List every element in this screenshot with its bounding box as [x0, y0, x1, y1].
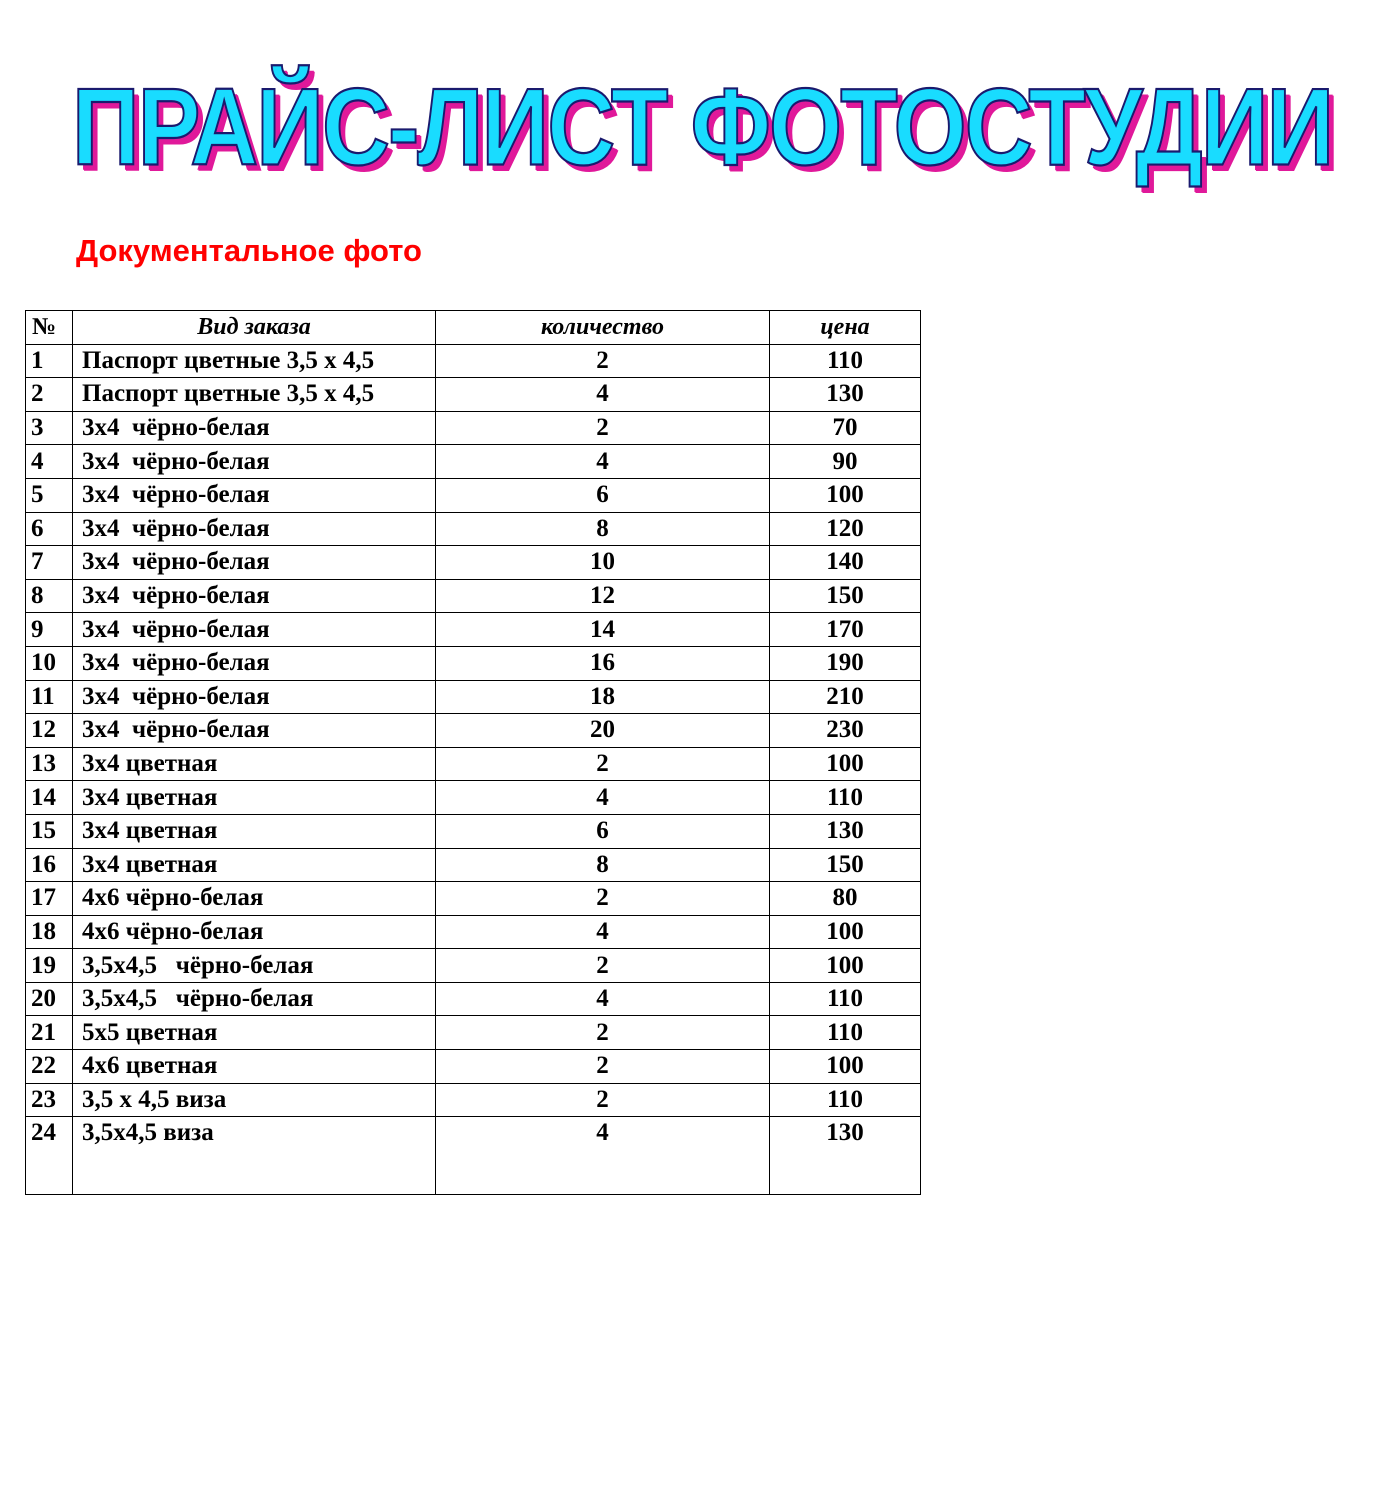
table-row [26, 949, 921, 983]
price-text: 110 [826, 985, 864, 1013]
price-text: 130 [826, 1119, 864, 1147]
quantity-cell [436, 546, 770, 580]
row-number-text: 4 [31, 447, 44, 475]
order-type-cell [73, 646, 436, 680]
order-type-cell [73, 478, 436, 512]
order-type-text: Паспорт цветные 3,5 х 4,5 [82, 346, 375, 374]
order-type-text: 4х6 чёрно-белая [82, 917, 264, 945]
row-number-cell [26, 344, 73, 378]
row-number-cell [26, 747, 73, 781]
row-number-cell [26, 680, 73, 714]
row-number-cell [26, 478, 73, 512]
quantity-cell [436, 747, 770, 781]
page-title-text: ПРАЙС-ЛИСТ ФОТОСТУДИИ [72, 64, 1333, 188]
quantity-text: 4 [596, 917, 609, 945]
order-type-text: 3,5х4,5 чёрно-белая [82, 951, 314, 979]
order-type-text: 3х4 чёрно-белая [82, 582, 270, 610]
quantity-text: 2 [596, 414, 609, 442]
row-number-text: 8 [31, 582, 44, 610]
price-text: 140 [826, 548, 864, 576]
row-number-text: 16 [31, 850, 56, 878]
price-table [25, 310, 921, 1195]
order-type-cell [73, 680, 436, 714]
price-cell [770, 814, 921, 848]
row-number-text: 9 [31, 615, 44, 643]
quantity-cell [436, 781, 770, 815]
quantity-text: 4 [596, 1119, 609, 1147]
row-number-text: 7 [31, 548, 44, 576]
order-type-cell [73, 445, 436, 479]
row-number-cell [26, 1117, 73, 1195]
order-type-text: 3х4 цветная [82, 817, 218, 845]
order-type-text: 3х4 чёрно-белая [82, 548, 270, 576]
order-type-cell [73, 949, 436, 983]
order-type-text: 3х4 цветная [82, 783, 218, 811]
quantity-text: 4 [596, 447, 609, 475]
price-cell [770, 882, 921, 916]
order-type-cell [73, 344, 436, 378]
quantity-text: 2 [596, 1018, 609, 1046]
price-text: 170 [826, 615, 864, 643]
row-number-cell [26, 814, 73, 848]
quantity-text: 4 [596, 783, 609, 811]
price-cell [770, 680, 921, 714]
price-cell [770, 646, 921, 680]
quantity-cell [436, 1117, 770, 1195]
order-type-text: 4х6 цветная [82, 1052, 218, 1080]
table-row [26, 344, 921, 378]
row-number-text: 24 [31, 1119, 56, 1147]
row-number-text: 19 [31, 951, 56, 979]
row-number-text: 5 [31, 481, 44, 509]
price-text: 100 [826, 481, 864, 509]
order-type-text: 3х4 чёрно-белая [82, 414, 270, 442]
table-row [26, 378, 921, 412]
order-type-cell [73, 882, 436, 916]
quantity-cell [436, 378, 770, 412]
quantity-text: 12 [590, 582, 615, 610]
quantity-cell [436, 1083, 770, 1117]
price-cell [770, 613, 921, 647]
row-number-cell [26, 714, 73, 748]
quantity-cell [436, 646, 770, 680]
price-text: 110 [826, 1085, 864, 1113]
row-number-text: 1 [31, 346, 44, 374]
price-text: 150 [826, 582, 864, 610]
quantity-cell [436, 579, 770, 613]
price-cell [770, 411, 921, 445]
table-row [26, 512, 921, 546]
row-number-text: 20 [31, 985, 56, 1013]
price-text: 230 [826, 716, 864, 744]
price-cell [770, 1016, 921, 1050]
price-text: 70 [832, 414, 858, 442]
row-number-cell [26, 1083, 73, 1117]
price-text: 100 [826, 1052, 864, 1080]
order-type-text: 3,5х4,5 виза [82, 1119, 214, 1147]
price-text: 100 [826, 917, 864, 945]
price-text: 80 [832, 884, 858, 912]
table-row [26, 882, 921, 916]
quantity-text: 2 [596, 750, 609, 778]
table-row [26, 478, 921, 512]
order-type-text: 3х4 цветная [82, 750, 218, 778]
quantity-cell [436, 512, 770, 546]
order-type-cell [73, 1083, 436, 1117]
quantity-cell [436, 478, 770, 512]
order-type-cell [73, 915, 436, 949]
row-number-cell [26, 445, 73, 479]
row-number-text: 2 [31, 380, 44, 408]
order-type-cell [73, 512, 436, 546]
order-type-cell [73, 579, 436, 613]
order-type-cell [73, 1117, 436, 1195]
row-number-cell [26, 646, 73, 680]
price-cell [770, 478, 921, 512]
order-type-text: 5х5 цветная [82, 1018, 218, 1046]
table-body [26, 344, 921, 1195]
quantity-text: 4 [596, 380, 609, 408]
table-header-row [26, 311, 921, 345]
price-cell [770, 747, 921, 781]
order-type-cell [73, 714, 436, 748]
table-row [26, 613, 921, 647]
quantity-text: 2 [596, 1052, 609, 1080]
table-row [26, 411, 921, 445]
row-number-text: 23 [31, 1085, 56, 1113]
quantity-text: 14 [590, 615, 615, 643]
quantity-cell [436, 848, 770, 882]
price-text: 110 [826, 783, 864, 811]
table-row [26, 915, 921, 949]
row-number-cell [26, 546, 73, 580]
header-num: № [26, 311, 73, 345]
price-cell [770, 1083, 921, 1117]
section-subtitle: Документальное фото [76, 233, 422, 268]
quantity-text: 8 [596, 850, 609, 878]
row-number-cell [26, 1016, 73, 1050]
table-row [26, 579, 921, 613]
order-type-text: 3,5 х 4,5 виза [82, 1085, 227, 1113]
header-qty: количество [436, 311, 770, 345]
price-text: 130 [826, 817, 864, 845]
quantity-cell [436, 680, 770, 714]
table-row [26, 1050, 921, 1084]
quantity-text: 6 [596, 481, 609, 509]
price-cell [770, 781, 921, 815]
table-row [26, 747, 921, 781]
table-row [26, 546, 921, 580]
row-number-cell [26, 613, 73, 647]
order-type-text: 3х4 чёрно-белая [82, 716, 270, 744]
price-cell [770, 1050, 921, 1084]
price-text: 210 [826, 682, 864, 710]
table-row [26, 982, 921, 1016]
quantity-text: 4 [596, 985, 609, 1013]
order-type-cell [73, 1050, 436, 1084]
order-type-cell [73, 613, 436, 647]
order-type-text: 3х4 чёрно-белая [82, 481, 270, 509]
price-cell [770, 949, 921, 983]
table-row [26, 714, 921, 748]
row-number-cell [26, 781, 73, 815]
quantity-text: 2 [596, 884, 609, 912]
quantity-cell [436, 1016, 770, 1050]
quantity-text: 2 [596, 346, 609, 374]
order-type-text: 3х4 чёрно-белая [82, 514, 270, 542]
order-type-text: 4х6 чёрно-белая [82, 884, 264, 912]
row-number-text: 17 [31, 884, 56, 912]
table-row [26, 848, 921, 882]
price-cell [770, 982, 921, 1016]
order-type-text: Паспорт цветные 3,5 х 4,5 [82, 380, 375, 408]
row-number-text: 21 [31, 1018, 56, 1046]
row-number-text: 13 [31, 750, 56, 778]
price-cell [770, 344, 921, 378]
quantity-cell [436, 982, 770, 1016]
row-number-cell [26, 882, 73, 916]
row-number-text: 10 [31, 649, 56, 677]
price-text: 110 [826, 1018, 864, 1046]
header-name: Вид заказа [73, 311, 436, 345]
quantity-cell [436, 344, 770, 378]
price-text: 130 [826, 380, 864, 408]
order-type-cell [73, 814, 436, 848]
row-number-cell [26, 579, 73, 613]
table-row [26, 781, 921, 815]
row-number-text: 15 [31, 817, 56, 845]
table-row [26, 1016, 921, 1050]
page-title [72, 48, 1333, 208]
price-text: 100 [826, 951, 864, 979]
order-type-cell [73, 982, 436, 1016]
price-text: 120 [826, 514, 864, 542]
row-number-text: 6 [31, 514, 44, 542]
price-cell [770, 714, 921, 748]
order-type-text: 3х4 чёрно-белая [82, 615, 270, 643]
quantity-text: 18 [590, 682, 615, 710]
quantity-cell [436, 882, 770, 916]
order-type-cell [73, 411, 436, 445]
quantity-text: 2 [596, 1085, 609, 1113]
quantity-text: 2 [596, 951, 609, 979]
quantity-text: 8 [596, 514, 609, 542]
table-row [26, 680, 921, 714]
order-type-cell [73, 1016, 436, 1050]
table-row [26, 814, 921, 848]
row-number-cell [26, 1050, 73, 1084]
price-cell [770, 848, 921, 882]
row-number-cell [26, 915, 73, 949]
quantity-text: 6 [596, 817, 609, 845]
price-cell [770, 512, 921, 546]
price-cell [770, 579, 921, 613]
price-text: 110 [826, 346, 864, 374]
quantity-cell [436, 411, 770, 445]
row-number-text: 18 [31, 917, 56, 945]
price-cell [770, 445, 921, 479]
order-type-cell [73, 378, 436, 412]
quantity-cell [436, 445, 770, 479]
order-type-cell [73, 747, 436, 781]
quantity-text: 20 [590, 716, 615, 744]
table-row [26, 1083, 921, 1117]
row-number-cell [26, 378, 73, 412]
quantity-cell [436, 613, 770, 647]
table-row [26, 445, 921, 479]
price-text: 100 [826, 750, 864, 778]
header-price: цена [770, 311, 921, 345]
quantity-cell [436, 915, 770, 949]
row-number-text: 22 [31, 1052, 56, 1080]
price-cell [770, 915, 921, 949]
quantity-cell [436, 949, 770, 983]
row-number-cell [26, 982, 73, 1016]
quantity-cell [436, 814, 770, 848]
order-type-cell [73, 781, 436, 815]
quantity-text: 10 [590, 548, 615, 576]
order-type-text: 3х4 чёрно-белая [82, 649, 270, 677]
row-number-text: 11 [31, 682, 55, 710]
row-number-cell [26, 512, 73, 546]
order-type-cell [73, 546, 436, 580]
quantity-text: 16 [590, 649, 615, 677]
price-text: 90 [832, 447, 858, 475]
row-number-text: 12 [31, 716, 56, 744]
row-number-text: 3 [31, 414, 44, 442]
row-number-cell [26, 411, 73, 445]
quantity-cell [436, 1050, 770, 1084]
price-cell [770, 1117, 921, 1195]
order-type-text: 3х4 чёрно-белая [82, 682, 270, 710]
row-number-cell [26, 949, 73, 983]
table-row [26, 646, 921, 680]
price-text: 190 [826, 649, 864, 677]
order-type-text: 3х4 цветная [82, 850, 218, 878]
table-row [26, 1117, 921, 1195]
row-number-text: 14 [31, 783, 56, 811]
price-cell [770, 378, 921, 412]
price-cell [770, 546, 921, 580]
price-text: 150 [826, 850, 864, 878]
order-type-cell [73, 848, 436, 882]
quantity-cell [436, 714, 770, 748]
row-number-cell [26, 848, 73, 882]
order-type-text: 3х4 чёрно-белая [82, 447, 270, 475]
order-type-text: 3,5х4,5 чёрно-белая [82, 985, 314, 1013]
